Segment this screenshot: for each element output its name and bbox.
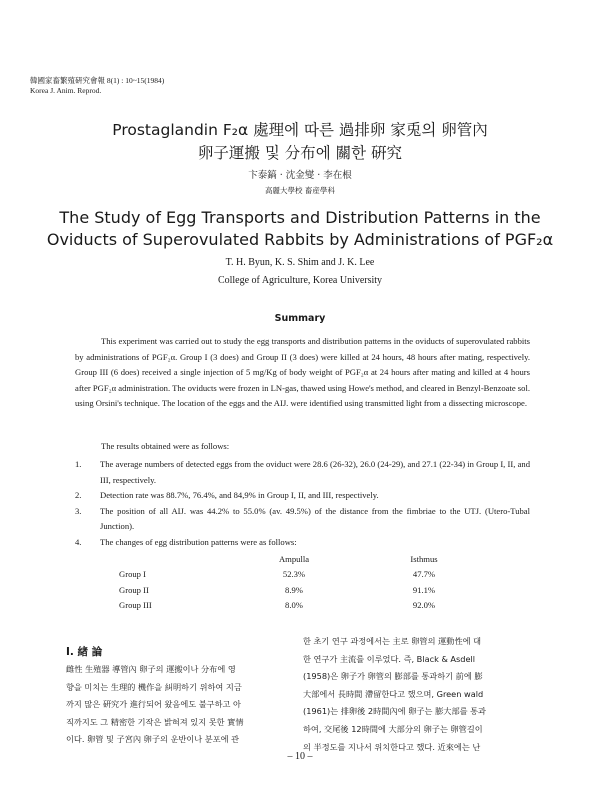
left-column-text xyxy=(66,661,306,749)
english-title-line-2: Oviducts of Superovulated Rabbits by Administrations of PGF₂α xyxy=(46,230,554,249)
result-number: 1. xyxy=(75,459,82,469)
table-row xyxy=(119,567,489,583)
table-header-cell xyxy=(119,551,229,567)
right-column-text xyxy=(303,633,543,756)
distribution-table xyxy=(119,551,489,613)
text-line: 하여, 交尾後 12時間에 大部分의 卵子는 卵管길이 xyxy=(303,723,483,734)
table-cell: Group II xyxy=(119,584,149,595)
summary-body xyxy=(75,334,530,412)
result-item xyxy=(75,488,530,504)
table-row xyxy=(119,598,489,614)
journal-citation xyxy=(30,76,164,96)
result-item xyxy=(75,457,530,488)
summary-heading: Summary xyxy=(274,313,326,324)
journal-line-korean: 韓國家畜繁殖硏究會報 8(1) : 10~15(1984) xyxy=(30,76,165,85)
text-line: 한 초기 연구 과정에서는 主로 卵管의 運動性에 대 xyxy=(303,636,482,646)
text-line: (1958)은 卵子가 卵管의 膨部를 통과하기 前에 膨 xyxy=(303,671,483,682)
table-cell: 52.3% xyxy=(282,569,306,580)
result-number: 2. xyxy=(75,490,82,501)
text-line: (1961)는 排卵後 2時間內에 卵子는 膨大部를 통과 xyxy=(303,706,486,717)
introduction-heading: I. 緖 論 xyxy=(66,646,103,658)
result-number: 4. xyxy=(75,536,82,547)
result-item xyxy=(75,535,530,551)
table-cell: 8.0% xyxy=(285,600,303,611)
english-authors: T. H. Byun, K. S. Shim and J. K. Lee xyxy=(225,257,375,268)
result-item xyxy=(75,504,530,535)
text-line: 의 半정도를 지나서 위치한다고 했다. 近來에는 난 xyxy=(303,741,481,752)
result-text: The changes of egg distribution patterns were as follows: xyxy=(100,536,297,547)
text-line: 한 연구가 主流를 이루었다. 즉, Black & Asdell xyxy=(303,653,476,664)
results-list xyxy=(75,457,530,551)
results-intro: The results obtained were as follows: xyxy=(101,441,230,451)
korean-title-line-2: 卵子運搬 및 分布에 關한 硏究 xyxy=(197,144,403,162)
summary-paragraph: This experiment was carried out to study the egg transports and distribution patterns in the oviducts of superovulated rabbits by administrations of PGF₂α. Group I (3 does) and Group II (3 does) were killed at 24 hours, 48 hours after mating, respectively. Group III (6 does) received a single injection of 5 mg/Kg of body weight of PGF₂α at 24 hours after mating and killed at 4 hours after PGF₂α administration. The oviducts were frozen in LN-gas, thawed using Howe's method, and cleared in Benzyl-Benzoate sol. using Orsini's technique. The location of the eggs and the AIJ. were identified using transmitted light from a dissecting microscope. xyxy=(75,336,530,409)
table-header-cell: Isthmus xyxy=(410,553,438,564)
text-line: 이다. 卵管 및 子宮內 卵子의 운반이나 분포에 관 xyxy=(66,734,240,745)
table-header-row xyxy=(119,551,489,567)
journal-line-english: Korea J. Anim. Reprod. xyxy=(30,86,102,95)
text-line: 雌性 生殖器 導管內 卵子의 運搬이나 分布에 영 xyxy=(66,664,236,674)
english-affiliation: College of Agriculture, Korea University xyxy=(217,275,383,286)
result-text: The position of all AIJ. was 44.2% to 55.0% (av. 49.5%) of the distance from the fimbriae to the UTJ. (Utero-Tubal Junction). xyxy=(100,505,530,532)
table-cell: Group I xyxy=(119,569,146,580)
korean-authors: 卞泰鎬 · 沈金燮 · 李在根 xyxy=(248,170,352,181)
result-text: The average numbers of detected eggs from the oviduct were 28.6 (26-32), 26.0 (24-29), and 27.1 (22-34) in Group I, II, and III, respectively. xyxy=(100,459,530,485)
page-number: – 10 – xyxy=(287,751,313,762)
korean-affiliation: 高麗大學校 畜産學科 xyxy=(265,186,335,195)
text-line: 향을 미치는 生理的 機作을 糾明하기 위하여 지금 xyxy=(66,681,242,692)
table-row xyxy=(119,582,489,598)
table-cell: 92.0% xyxy=(412,600,436,611)
result-text: Detection rate was 88.7%, 76.4%, and 84,9% in Group I, II, and III, respectively. xyxy=(100,490,379,501)
table-cell: 8.9% xyxy=(285,584,303,595)
text-line: 大部에서 長時間 滯留한다고 했으며, Green wald xyxy=(303,688,484,699)
english-title-line-1: The Study of Egg Transports and Distribution Patterns in the xyxy=(59,208,541,227)
table-cell: Group III xyxy=(119,600,152,611)
korean-title-line-1: Prostaglandin F₂α 處理에 따른 過排卵 家兎의 卵管內 xyxy=(112,121,488,139)
result-number: 3. xyxy=(75,505,82,516)
table-cell: 47.7% xyxy=(412,569,436,580)
table-cell: 91.1% xyxy=(412,584,436,595)
table-header-cell: Ampulla xyxy=(278,553,310,564)
text-line: 까지 많은 硏究가 進行되어 왔음에도 불구하고 아 xyxy=(66,699,241,710)
text-line: 직까지도 그 精密한 기작은 밝혀져 있지 못한 實情 xyxy=(66,716,244,727)
